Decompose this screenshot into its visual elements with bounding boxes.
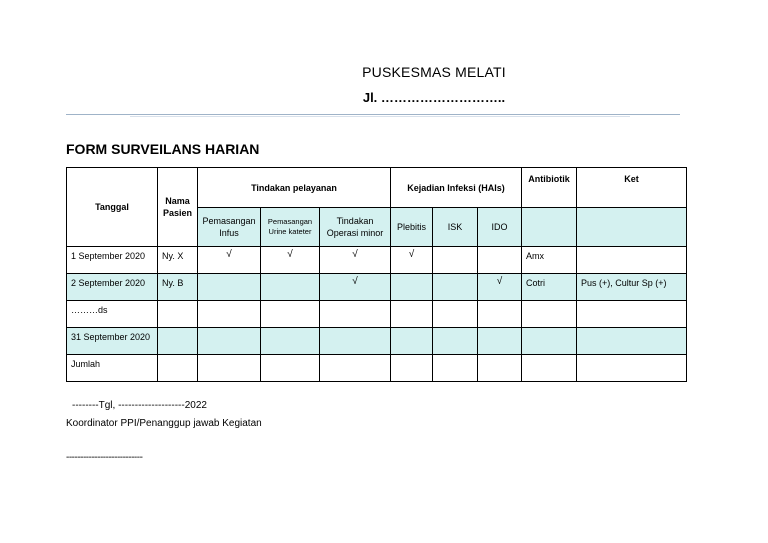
cell-ido — [478, 301, 522, 328]
header-ido: IDO — [478, 208, 522, 247]
cell-operasi — [320, 328, 391, 355]
cell-infus — [198, 274, 261, 301]
header-divider-shadow — [130, 116, 630, 117]
surveillance-table — [66, 167, 687, 382]
cell-isk — [433, 274, 478, 301]
cell-nama: Ny. B — [158, 274, 198, 301]
cell-kateter — [261, 355, 320, 382]
cell-infus — [198, 355, 261, 382]
cell-ket — [577, 355, 687, 382]
cell-tanggal: ………ds — [67, 301, 158, 328]
cell-ido — [478, 247, 522, 274]
cell-kateter — [261, 301, 320, 328]
cell-ido — [478, 328, 522, 355]
cell-tanggal: 2 September 2020 — [67, 274, 158, 301]
cell-ido: √ — [478, 274, 522, 301]
cell-nama — [158, 328, 198, 355]
header-tindakan-operasi-minor: Tindakan Operasi minor — [320, 208, 391, 247]
cell-plebitis — [391, 328, 433, 355]
cell-kateter — [261, 274, 320, 301]
cell-isk — [433, 247, 478, 274]
cell-plebitis — [391, 274, 433, 301]
header-antibiotik-fill — [522, 208, 577, 247]
coordinator-label: Koordinator PPI/Penanggup jawab Kegiatan — [66, 418, 262, 429]
cell-antibiotik: Cotri — [522, 274, 577, 301]
cell-kateter — [261, 328, 320, 355]
header-isk: ISK — [433, 208, 478, 247]
cell-tanggal: 31 September 2020 — [67, 328, 158, 355]
cell-isk — [433, 355, 478, 382]
cell-tanggal: 1 September 2020 — [67, 247, 158, 274]
header-nama-pasien: Nama Pasien — [158, 168, 198, 247]
cell-infus — [198, 328, 261, 355]
cell-isk — [433, 328, 478, 355]
cell-ket — [577, 247, 687, 274]
cell-infus: √ — [198, 247, 261, 274]
header-pemasangan-urine-kateter: Pemasangan Urine kateter — [261, 208, 320, 247]
table-row — [67, 328, 687, 355]
clinic-address: Jl. ……………………….. — [362, 90, 506, 105]
signature-line: --------------------------- — [66, 452, 143, 463]
cell-tanggal: Jumlah — [67, 355, 158, 382]
cell-ket — [577, 301, 687, 328]
cell-ido — [478, 355, 522, 382]
cell-plebitis: √ — [391, 247, 433, 274]
cell-ket: Pus (+), Cultur Sp (+) — [577, 274, 687, 301]
cell-ket — [577, 328, 687, 355]
header-pemasangan-infus: Pemasangan Infus — [198, 208, 261, 247]
cell-infus — [198, 301, 261, 328]
header-divider — [66, 114, 680, 115]
cell-antibiotik: Amx — [522, 247, 577, 274]
table-row — [67, 355, 687, 382]
table-row — [67, 301, 687, 328]
date-line: --------Tgl, --------------------2022 — [72, 400, 207, 411]
cell-operasi — [320, 301, 391, 328]
header-kejadian-infeksi: Kejadian Infeksi (HAIs) — [391, 168, 522, 208]
cell-antibiotik — [522, 328, 577, 355]
header-antibiotik: Antibiotik — [522, 168, 577, 208]
header-plebitis: Plebitis — [391, 208, 433, 247]
table-row — [67, 274, 687, 301]
header-ket-fill — [577, 208, 687, 247]
cell-plebitis — [391, 301, 433, 328]
cell-operasi: √ — [320, 247, 391, 274]
cell-antibiotik — [522, 301, 577, 328]
cell-nama — [158, 301, 198, 328]
cell-nama: Ny. X — [158, 247, 198, 274]
cell-nama — [158, 355, 198, 382]
cell-isk — [433, 301, 478, 328]
header-ket: Ket — [577, 168, 687, 208]
header-tindakan-pelayanan: Tindakan pelayanan — [198, 168, 391, 208]
clinic-name: PUSKESMAS MELATI — [362, 64, 506, 80]
cell-kateter: √ — [261, 247, 320, 274]
header-tanggal: Tanggal — [67, 168, 158, 247]
cell-plebitis — [391, 355, 433, 382]
table-row — [67, 247, 687, 274]
form-title: FORM SURVEILANS HARIAN — [66, 141, 260, 157]
cell-operasi: √ — [320, 274, 391, 301]
cell-antibiotik — [522, 355, 577, 382]
cell-operasi — [320, 355, 391, 382]
